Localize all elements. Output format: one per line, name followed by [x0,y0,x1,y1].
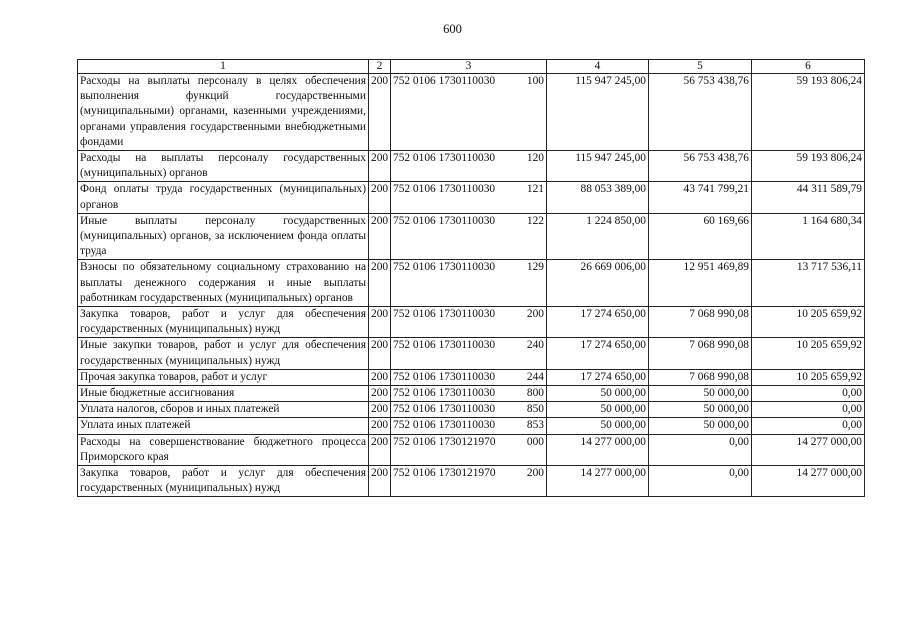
column-header: 4 [547,60,649,74]
row-col6-amount: 44 311 589,79 [752,182,865,213]
row-col6-amount: 10 205 659,92 [752,307,865,338]
table-row [78,466,865,497]
row-col4-amount: 14 277 000,00 [547,466,649,497]
row-col5-amount: 56 753 438,76 [649,74,752,151]
expense-type-code: 800 [526,387,544,400]
row-col4-amount: 17 274 650,00 [547,338,649,369]
expense-type-code: 129 [526,261,544,274]
row-code-cell [391,338,547,369]
row-col4-amount: 50 000,00 [547,386,649,402]
table-row [78,386,865,402]
row-name-cell: Расходы на выплаты персоналу в целях обеспечения выполнения функций государственными (муниципальными) органами, казенными учреждениями, органами управления государственными внебюджетными фондами [78,74,369,151]
row-col5-amount: 50 000,00 [649,418,752,434]
row-col5-amount: 50 000,00 [649,386,752,402]
row-col6-amount: 10 205 659,92 [752,369,865,385]
row-col4-amount: 50 000,00 [547,402,649,418]
row-code-cell [391,74,547,151]
row-col5-amount: 43 741 799,21 [649,182,752,213]
table-row [78,182,865,213]
row-code-cell [391,466,547,497]
row-col2-cell: 200 [369,369,391,385]
row-col6-amount: 13 717 536,11 [752,260,865,307]
row-code-cell [391,307,547,338]
row-col4-amount: 14 277 000,00 [547,434,649,465]
row-col2-cell: 200 [369,74,391,151]
classification-code: 752 0106 1730110030 [393,339,496,352]
expense-type-code: 240 [526,339,544,352]
budget-table [77,59,865,497]
row-name-cell: Расходы на совершенствование бюджетного процесса Приморского края [78,434,369,465]
expense-type-code: 121 [526,183,544,196]
row-col6-amount: 1 164 680,34 [752,213,865,260]
expense-type-code: 853 [526,419,544,432]
column-header: 1 [78,60,369,74]
row-col6-amount: 59 193 806,24 [752,151,865,182]
row-name-cell: Уплата иных платежей [78,418,369,434]
row-name-cell: Фонд оплаты труда государственных (муниципальных) органов [78,182,369,213]
row-code-cell [391,151,547,182]
row-col5-amount: 12 951 469,89 [649,260,752,307]
row-code-cell [391,369,547,385]
row-code-cell [391,418,547,434]
classification-code: 752 0106 1730110030 [393,152,496,165]
row-col4-amount: 17 274 650,00 [547,307,649,338]
row-col5-amount: 7 068 990,08 [649,338,752,369]
row-code-cell [391,260,547,307]
row-col6-amount: 14 277 000,00 [752,434,865,465]
row-col2-cell: 200 [369,151,391,182]
expense-type-code: 244 [526,370,544,383]
classification-code: 752 0106 1730110030 [393,387,496,400]
table-row [78,151,865,182]
row-name-cell: Иные бюджетные ассигнования [78,386,369,402]
expense-type-code: 100 [526,75,544,87]
row-col4-amount: 50 000,00 [547,418,649,434]
row-code-cell [391,213,547,260]
row-name-cell: Закупка товаров, работ и услуг для обеспечения государственных (муниципальных) нужд [78,307,369,338]
row-col5-amount: 0,00 [649,466,752,497]
classification-code: 752 0106 1730110030 [393,308,496,321]
row-col2-cell: 200 [369,307,391,338]
row-col2-cell: 200 [369,418,391,434]
classification-code: 752 0106 1730110030 [393,370,496,383]
row-code-cell [391,434,547,465]
row-col2-cell: 200 [369,386,391,402]
row-name-cell: Расходы на выплаты персоналу государственных (муниципальных) органов [78,151,369,182]
row-col4-amount: 26 669 006,00 [547,260,649,307]
expense-type-code: 120 [526,152,544,165]
row-col5-amount: 7 068 990,08 [649,307,752,338]
table-row [78,434,865,465]
row-col5-amount: 0,00 [649,434,752,465]
row-col2-cell: 200 [369,182,391,213]
row-col6-amount: 0,00 [752,418,865,434]
column-header: 3 [391,60,547,74]
row-col5-amount: 56 753 438,76 [649,151,752,182]
row-col2-cell: 200 [369,338,391,369]
row-col4-amount: 115 947 245,00 [547,151,649,182]
row-name-cell: Прочая закупка товаров, работ и услуг [78,369,369,385]
table-row [78,213,865,260]
row-col4-amount: 17 274 650,00 [547,369,649,385]
expense-type-code: 200 [526,308,544,321]
row-col4-amount: 115 947 245,00 [547,74,649,151]
expense-type-code: 200 [526,467,544,480]
row-name-cell: Взносы по обязательному социальному страхованию на выплаты денежного содержания и иные выплаты работникам государственных (муниципальных) органов [78,260,369,307]
expense-type-code: 850 [526,403,544,416]
expense-type-code: 000 [526,435,544,448]
row-col4-amount: 88 053 389,00 [547,182,649,213]
row-name-cell: Иные закупки товаров, работ и услуг для обеспечения государственных (муниципальных) нужд [78,338,369,369]
page-number: 600 [443,22,462,36]
expense-type-code: 122 [526,214,544,227]
column-header: 2 [369,60,391,74]
table-row [78,369,865,385]
classification-code: 752 0106 1730110030 [393,419,496,432]
row-col2-cell: 200 [369,434,391,465]
row-code-cell [391,402,547,418]
row-col5-amount: 7 068 990,08 [649,369,752,385]
row-name-cell: Закупка товаров, работ и услуг для обеспечения государственных (муниципальных) нужд [78,466,369,497]
row-code-cell [391,386,547,402]
classification-code: 752 0106 1730110030 [393,214,496,227]
row-col4-amount: 1 224 850,00 [547,213,649,260]
classification-code: 752 0106 1730110030 [393,75,496,87]
row-col6-amount: 10 205 659,92 [752,338,865,369]
row-col6-amount: 59 193 806,24 [752,74,865,151]
classification-code: 752 0106 1730121970 [393,435,496,448]
header-row [78,60,865,74]
row-col2-cell: 200 [369,466,391,497]
table-row [78,402,865,418]
row-col6-amount: 0,00 [752,386,865,402]
column-header: 6 [752,60,865,74]
row-name-cell: Иные выплаты персоналу государственных (муниципальных) органов, за исключением фонда оплаты труда [78,213,369,260]
row-col6-amount: 0,00 [752,402,865,418]
classification-code: 752 0106 1730110030 [393,403,496,416]
classification-code: 752 0106 1730110030 [393,183,496,196]
row-col5-amount: 50 000,00 [649,402,752,418]
table-row [78,74,865,151]
column-header: 5 [649,60,752,74]
table-row [78,418,865,434]
row-code-cell [391,182,547,213]
table-row [78,307,865,338]
classification-code: 752 0106 1730121970 [393,467,496,480]
row-col2-cell: 200 [369,213,391,260]
row-col6-amount: 14 277 000,00 [752,466,865,497]
row-name-cell: Уплата налогов, сборов и иных платежей [78,402,369,418]
classification-code: 752 0106 1730110030 [393,261,496,274]
table-row [78,338,865,369]
row-col5-amount: 60 169,66 [649,213,752,260]
row-col2-cell: 200 [369,402,391,418]
row-col2-cell: 200 [369,260,391,307]
table-row [78,260,865,307]
